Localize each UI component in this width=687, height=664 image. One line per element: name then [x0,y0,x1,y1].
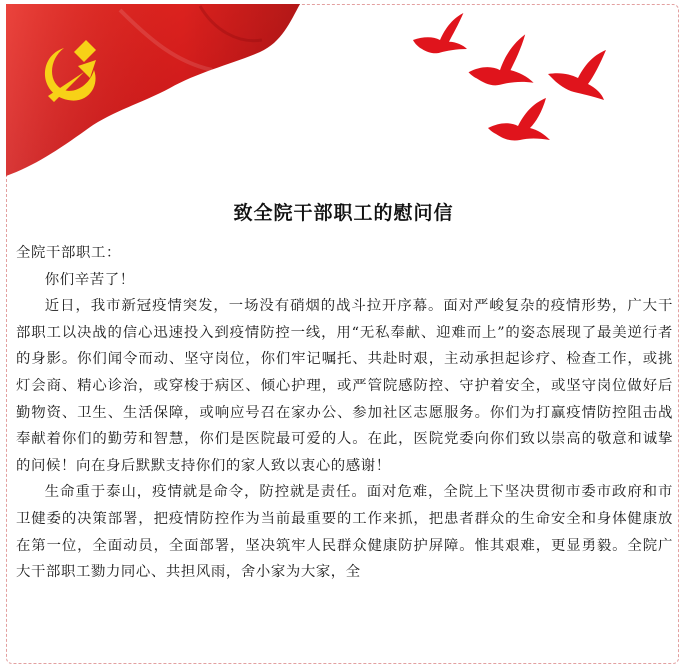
dove-icon [413,13,467,53]
header-banner [0,0,687,190]
doves [413,13,606,141]
letter-title: 致全院干部职工的慰问信 [233,202,454,224]
red-flag [6,4,300,176]
paragraph-2: 生命重于泰山，疫情就是命令，防控就是责任。面对危难，全院上下坚决贯彻市委市政府和市卫健委的决策部署，把疫情防控作为当前最重要的工作来抓，把患者群众的生命安全和身体健康放在第一位，全面动员，全面部署，坚决筑牢人民群众健康防护屏障。惟其艰难，更显勇毅。全院广大干部职工勠力同心、共担风雨，舍小家为大家，全 [16,484,673,581]
greeting: 你们辛苦了！ [44,271,135,288]
dove-icon [488,98,550,141]
dove-icon [548,50,606,100]
dove-icon [469,34,534,85]
paragraph-1: 近日，我市新冠疫情突发，一场没有硝烟的战斗拉开序幕。面对严峻复杂的疫情形势，广大干部职工以决战的信心迅速投入到疫情防控一线，用“无私奉献、迎难而上”的姿态展现了最美逆行者的身影。你们闻令而动、坚守岗位，你们牢记嘱托、共赴时艰，主动承担起诊疗、检查工作，或挑灯会商、精心诊治，或穿梭于病区、倾心护理，或严管院感防控、守护着安全，或坚守岗位做好后勤物资、卫生、生活保障，或响应号召在家办公、参加社区志愿服务。你们为打赢疫情防控阻击战奉献着你们的勤劳和智慧，你们是医院最可爱的人。在此，医院党委向你们致以崇高的敬意和诚挚的问候！向在身后默默支持你们的家人致以衷心的感谢！ [16,298,673,474]
letter-body [16,240,673,586]
salutation: 全院干部职工： [16,245,121,261]
